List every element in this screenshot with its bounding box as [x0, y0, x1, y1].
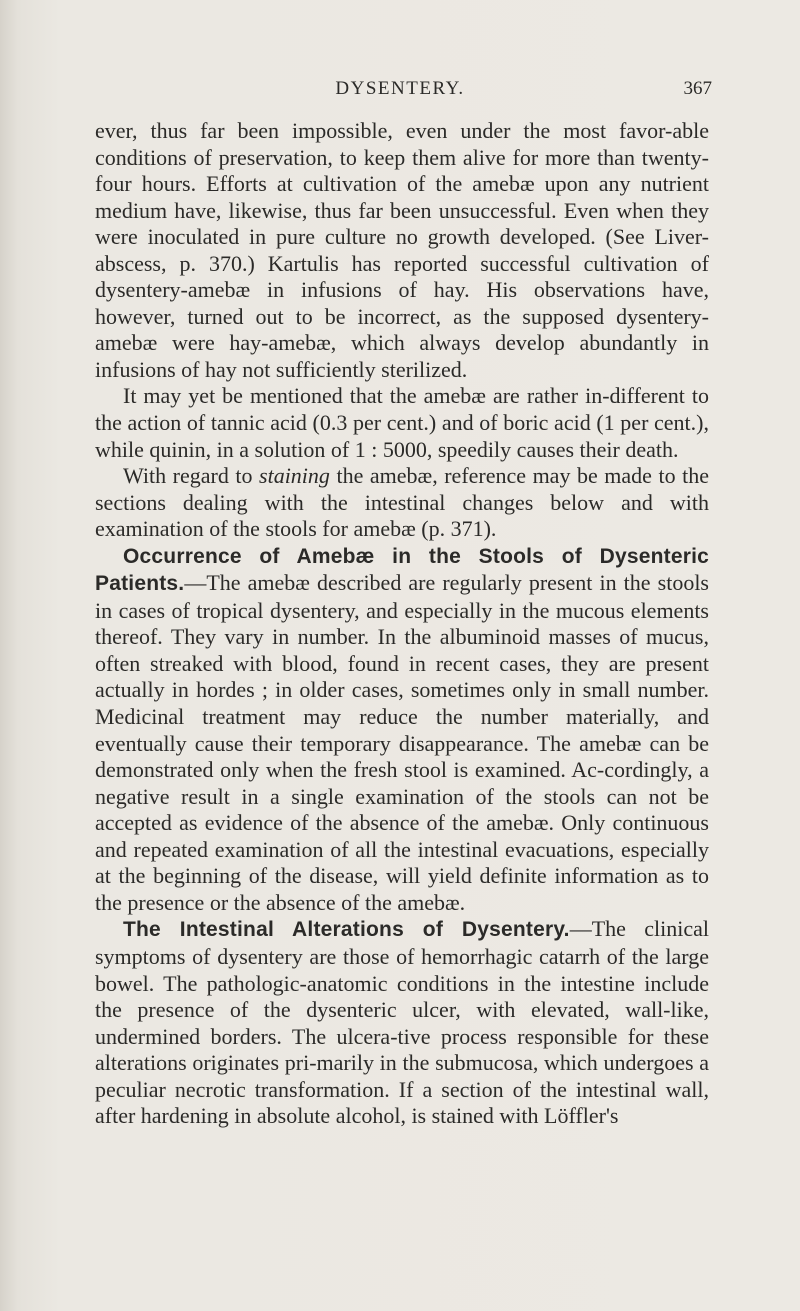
page-number: 367: [683, 78, 712, 99]
paragraph-tannic-acid: [95, 383, 709, 463]
paragraph-intestinal-alterations: [95, 916, 709, 1129]
section-heading-occurrence: Occurrence of Amebæ in the Stools of Dysenteric Patients.: [95, 544, 709, 596]
running-head: [0, 78, 800, 104]
paragraph-text-before: With regard to: [123, 463, 260, 489]
body-text: [95, 118, 709, 1130]
emphasis-staining: staining: [259, 463, 330, 489]
paragraph-staining: [95, 463, 709, 543]
paragraph-text: It may yet be mentioned that the amebæ are rather in-different to the action of tannic acid (0.3 per cent.) and of boric acid (1 per cent.), while quinin, in a solution of 1 : 5000, speedily causes their death.: [95, 383, 709, 462]
paragraph-text: —The clinical symptoms of dysentery are those of hemorrhagic catarrh of the large bowel. The pathologic-anatomic conditions in the intestine include the presence of the dysenteric ulcer, with elevated, wall-like, undermined borders. The ulcera-tive process responsible for these alterations originates pri-marily in the submucosa, which undergoes a peculiar necrotic transformation. If a section of the intestinal wall, after hardening in absolute alcohol, is stained with Löffler's: [95, 916, 709, 1129]
paragraph-continuation: [95, 118, 709, 383]
paragraph-text: —The amebæ described are regularly present in the stools in cases of tropical dysentery, and especially in the mucous elements thereof. They vary in number. In the albuminoid masses of mucus, often streaked with blood, found in recent cases, they are present actually in hordes ; in older cases, sometimes only in small number. Medicinal treatment may reduce the number materially, and eventually cause their temporary disappearance. The amebæ can be demonstrated only when the fresh stool is examined. Ac-cordingly, a negative result in a single examination of the stools can not be accepted as evidence of the absence of the amebæ. Only continuous and repeated examination of all the intestinal evacuations, especially at the beginning of the disease, will yield definite information as to the presence or the absence of the amebæ.: [95, 570, 709, 915]
running-title: DYSENTERY.: [335, 78, 465, 99]
section-heading-intestinal-alterations: The Intestinal Alterations of Dysentery.: [123, 918, 570, 942]
paragraph-occurrence: [95, 543, 709, 917]
paragraph-text-after: the amebæ, reference may be made to the sections dealing with the intestinal changes below and with examination of the stools for amebæ (p. 371).: [95, 463, 709, 542]
paragraph-text: ever, thus far been impossible, even under the most favor-able conditions of preservation, to keep them alive for more than twenty-four hours. Efforts at cultivation of the amebæ upon any nutrient medium have, likewise, thus far been unsuccessful. Even when they were inoculated in pure culture no growth developed. (See Liver-abscess, p. 370.) Kartulis has reported successful cultivation of dysentery-amebæ in infusions of hay. His observations have, however, turned out to be incorrect, as the supposed dysentery-amebæ were hay-amebæ, which always develop abundantly in infusions of hay not sufficiently sterilized.: [95, 118, 709, 382]
